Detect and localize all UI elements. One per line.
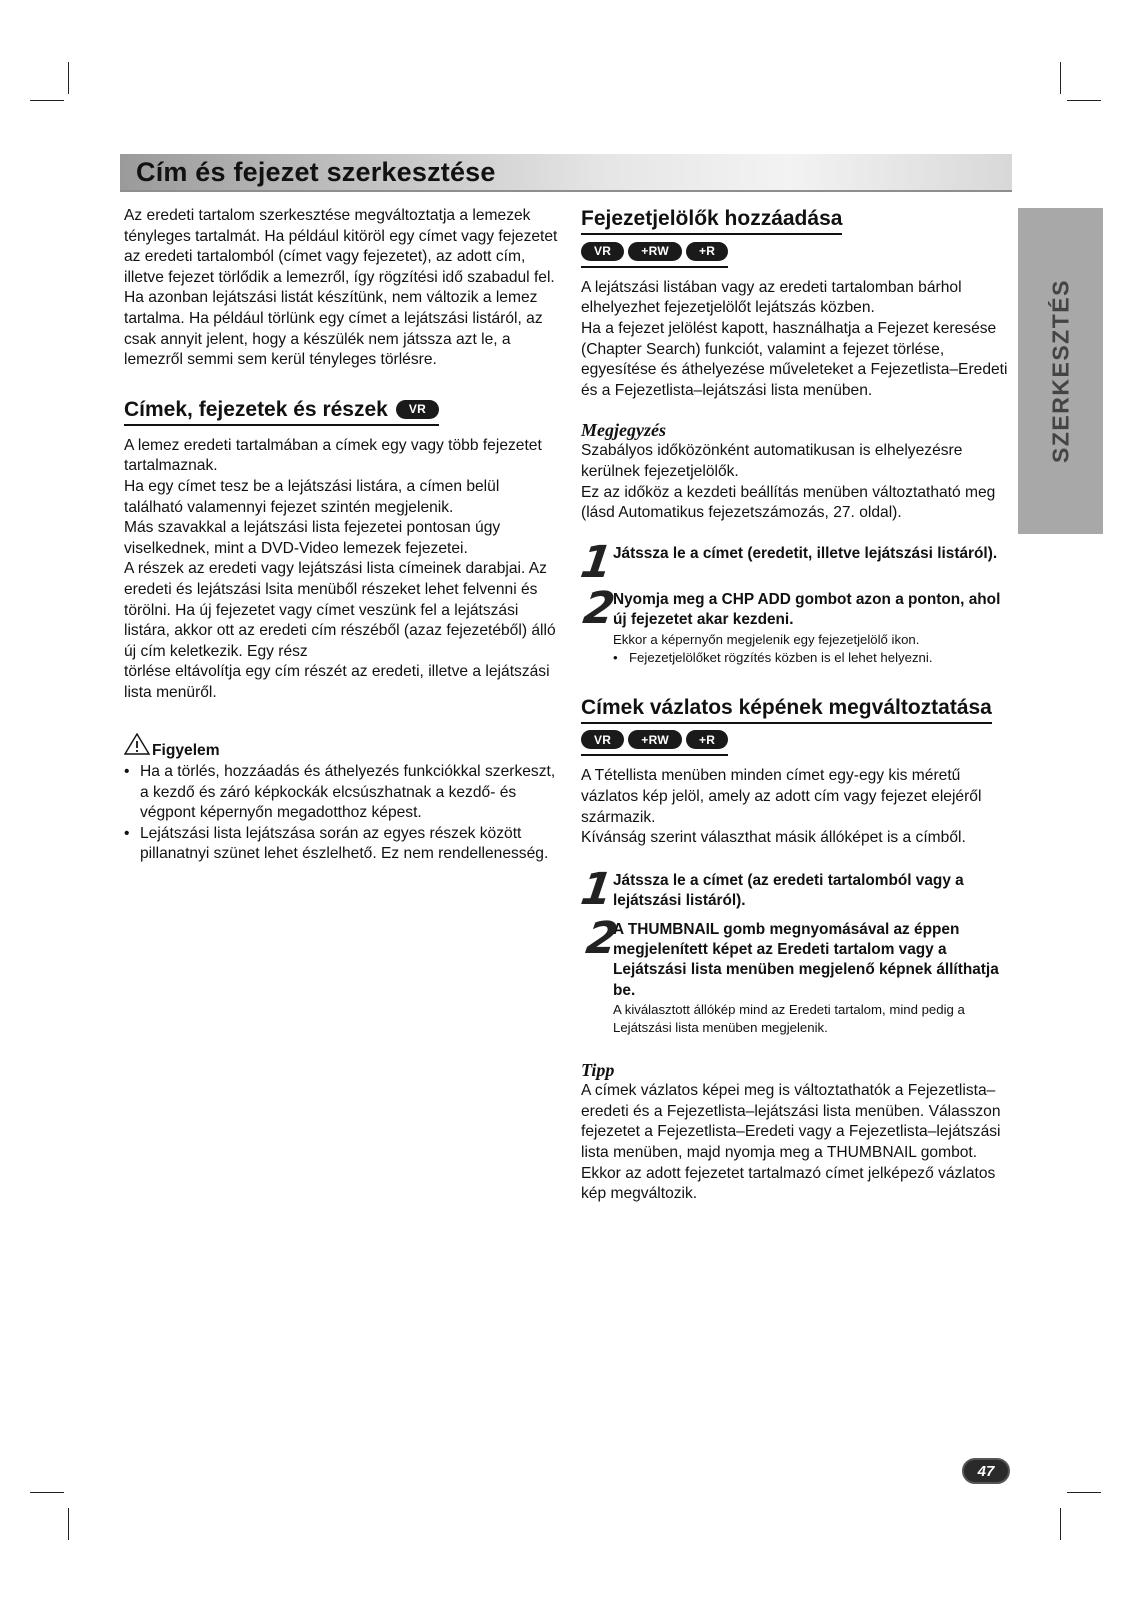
plus-r-badge: +R bbox=[686, 730, 728, 749]
plus-rw-badge: +RW bbox=[628, 730, 682, 749]
section-heading-text: Fejezetjelölők hozzáadása bbox=[581, 207, 843, 230]
section-paragraph: Ha egy címet tesz be a lejátszási listára, a címen belül található valamennyi fejezet szintén megjelenik. bbox=[124, 477, 500, 516]
section-heading-wrap bbox=[124, 397, 559, 426]
warning-icon bbox=[124, 733, 150, 762]
side-tab bbox=[1018, 208, 1103, 534]
tip-box bbox=[581, 1059, 1011, 1205]
warning-box bbox=[124, 733, 559, 865]
step-number: 1 bbox=[577, 536, 616, 588]
plus-r-badge: +R bbox=[686, 242, 728, 261]
step-subtext: A kiválasztott állókép mind az Eredeti tartalom, mind pedig a Lejátszási lista menüben megjelenik. bbox=[613, 1002, 965, 1036]
note-paragraph: Ez az időköz a kezdeti beállítás menüben változtatható meg (lásd Automatikus fejezetszámozás, 27. oldal). bbox=[581, 483, 996, 522]
intro-paragraph: Ha azonban lejátszási listát készítünk, nem változik a lemez tartalma. Ha például törlünk egy címet a lejátszási listáról, az csak annyit jelent, hogy a készülék nem játssza azt le, a lemezről semmi sem kerül tényleges törlésre. bbox=[124, 289, 543, 369]
page-title: Cím és fejezet szerkesztése bbox=[136, 157, 496, 187]
disc-badges bbox=[581, 730, 728, 756]
section-paragraph: A lemez eredeti tartalmában a címek egy vagy több fejezetet tartalmaznak. bbox=[124, 436, 542, 475]
note-paragraph: Szabályos időközönként automatikusan is elhelyezésre kerülnek fejezetjelölők. bbox=[581, 442, 963, 480]
section-paragraph: törlése eltávolítja egy cím részét az eredeti, illetve a lejátszási lista menüről. bbox=[124, 663, 550, 701]
step bbox=[577, 863, 1011, 915]
crop-mark bbox=[1060, 62, 1061, 94]
steps bbox=[577, 536, 1011, 667]
step-text: Játssza le a címet (eredetit, illetve lejátszási listáról). bbox=[613, 544, 998, 562]
crop-mark bbox=[1067, 100, 1101, 101]
right-column bbox=[577, 206, 1011, 1205]
tip-paragraph: A címek vázlatos képei meg is változtathatók a Fejezetlista–eredeti és a Fejezetlista–lejátszási lista menüben. Válasszon fejezetet a Fejezetlista–Eredeti vagy a Fejezetlista–lejátszási lista menüben, majd nyomja meg a THUMBNAIL gombot. Ekkor az adott fejezetet tartalmazó címet jelképező vázlatos kép megváltozik. bbox=[581, 1082, 1001, 1203]
step-subtext: Ekkor a képernyőn megjelenik egy fejezetjelölő ikon. bbox=[613, 631, 920, 647]
section-heading bbox=[581, 206, 842, 235]
warning-title-text: Figyelem bbox=[152, 742, 220, 760]
section-paragraph: A lejátszási listában vagy az eredeti tartalomban bárhol elhelyezhet fejezetjelölőt lejátszás közben. bbox=[581, 278, 962, 317]
step-number: 1 bbox=[577, 863, 616, 915]
step bbox=[580, 582, 1011, 667]
section-heading bbox=[581, 695, 992, 724]
vr-badge: VR bbox=[396, 400, 439, 419]
crop-mark bbox=[68, 62, 69, 94]
section-heading bbox=[124, 397, 439, 426]
vr-badge: VR bbox=[581, 242, 624, 261]
crop-mark bbox=[1060, 1508, 1061, 1540]
intro-paragraph: Az eredeti tartalom szerkesztése megváltoztatja a lemezek tényleges tartalmát. Ha például kitöröl egy címet vagy fejezetet az eredeti tartalomból (címet vagy fejezetet), az adott cím, illetve fejezet törlődik a lemezről, így rögzítési idő szabadul fel. bbox=[124, 207, 558, 286]
section-paragraph: A Tétellista menüben minden címet egy-egy kis méretű vázlatos kép jelöl, amely az adott cím vagy fejezet elejéről származik. bbox=[581, 767, 982, 826]
steps bbox=[577, 863, 1011, 1037]
step-text: A THUMBNAIL gomb megnyomásával az éppen megjelenített képet az Eredeti tartalom vagy a Lejátszási lista menüben megjelenő képnek állíthatja be. bbox=[613, 920, 999, 999]
step bbox=[577, 536, 1011, 588]
step-text: Nyomja meg a CHP ADD gombot azon a ponton, ahol új fejezetet akar kezdeni. bbox=[613, 590, 1001, 629]
warning-list bbox=[124, 762, 559, 865]
crop-mark bbox=[30, 1492, 64, 1493]
page-number: 47 bbox=[962, 1458, 1010, 1484]
warning-item: • Ha a törlés, hozzáadás és áthelyezés funkciókkal szerkeszt, a kezdő és záró képkockák elcsúszhatnak a kezdő- és végpont képernyőn megadotthoz képest. bbox=[124, 762, 559, 824]
crop-mark bbox=[1067, 1492, 1101, 1493]
section-heading-text: Címek vázlatos képének megváltoztatása bbox=[581, 695, 992, 719]
step-number: 2 bbox=[580, 582, 619, 634]
warning-title bbox=[124, 733, 559, 762]
note-title: Megjegyzés bbox=[581, 420, 666, 441]
section-heading-text: Címek, fejezetek és részek bbox=[124, 397, 388, 421]
note-box bbox=[581, 419, 1011, 523]
crop-mark bbox=[68, 1508, 69, 1540]
side-tab-label: SZERKESZTÉS bbox=[1047, 279, 1073, 463]
title-bar bbox=[120, 154, 1012, 192]
vr-badge: VR bbox=[581, 730, 624, 749]
plus-rw-badge: +RW bbox=[628, 242, 682, 261]
tip-title: Tipp bbox=[581, 1060, 615, 1081]
step-text: Játssza le a címet (az eredeti tartalomból vagy a lejátszási listáról). bbox=[613, 871, 964, 910]
section-paragraph: Más szavakkal a lejátszási lista fejezetei pontosan úgy viselkednek, mint a DVD-Video lemezek fejezetei. bbox=[124, 519, 501, 557]
step-bullet: • Fejezetjelölőket rögzítés közben is el lehet helyezni. bbox=[613, 649, 1011, 667]
section-paragraph: A részek az eredeti vagy lejátszási lista címeinek darabjai. Az eredeti és lejátszási lsita menüből részeket lehet felvenni és törölni. Ha új fejezetet vagy címet veszünk fel a lejátszási listára, akkor ott az eredeti cím részéből (azaz fejezetéből) álló új cím keletkezik. Egy rész bbox=[124, 560, 556, 660]
warning-item: • Lejátszási lista lejátszása során az egyes részek között pillanatnyi szünet lehet észlelhető. Ez nem rendellenesség. bbox=[124, 824, 559, 865]
crop-mark bbox=[30, 100, 64, 101]
step bbox=[581, 912, 1011, 1038]
section-paragraph: Ha a fejezet jelölést kapott, használhatja a Fejezet keresése (Chapter Search) funkciót, valamint a fejezet törlése, egyesítése és áthelyezése műveleteket a Fejezetlista–Eredeti és a Fejezetlista–lejátszási lista menüben. bbox=[581, 319, 1008, 399]
step-bullets bbox=[613, 649, 1011, 667]
section-paragraph: Kívánság szerint választhat másik állóképet is a címből. bbox=[581, 829, 966, 847]
disc-badges bbox=[581, 242, 728, 268]
step-number: 2 bbox=[583, 912, 621, 964]
left-column bbox=[124, 206, 559, 865]
